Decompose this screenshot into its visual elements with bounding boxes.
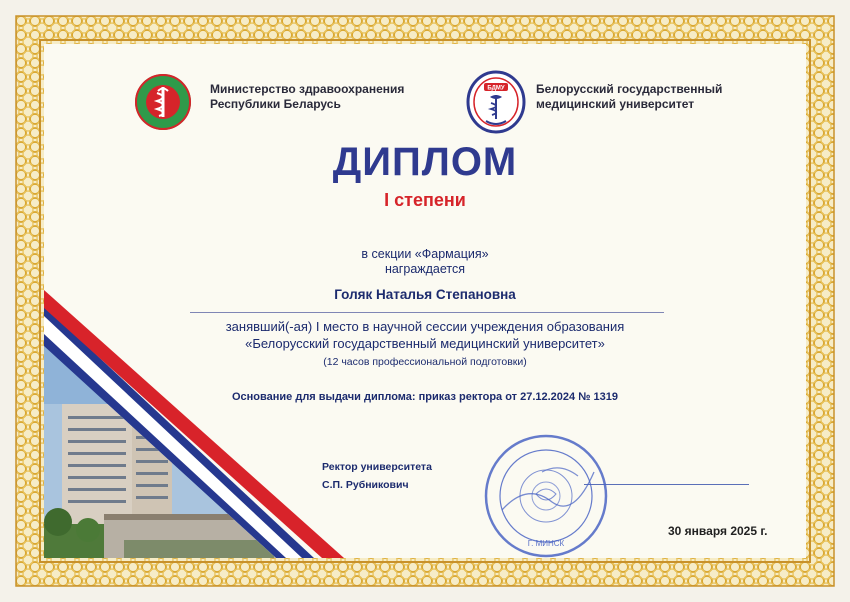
achievement-line1: занявший(-ая) I место в научной сессии учреждения образования	[225, 319, 625, 334]
ministry-line2: Республики Беларусь	[210, 97, 341, 111]
rector-name: С.П. Рубникович	[322, 479, 409, 491]
diploma-inner	[44, 44, 806, 558]
issue-date: 30 января 2025 г.	[668, 524, 768, 538]
name-underline	[190, 312, 664, 313]
section-text: в секции «Фармация»	[361, 247, 489, 261]
diploma-title: ДИПЛОМ	[332, 140, 518, 184]
university-line2: медицинский университет	[536, 97, 695, 111]
university-emblem	[464, 69, 528, 135]
ministry-line1: Министерство здравоохранения	[210, 82, 405, 96]
official-stamp	[482, 432, 610, 558]
ministry-emblem	[134, 73, 192, 131]
issue-basis: Основание для выдачи диплома: приказ ректора от 27.12.2024 № 1319	[231, 391, 618, 403]
training-hours: (12 часов профессиональной подготовки)	[323, 356, 527, 368]
recipient-name: Голяк Наталья Степановна	[334, 287, 516, 302]
achievement-line2: «Белорусский государственный медицинский университет»	[245, 336, 605, 351]
rector-title: Ректор университета	[322, 461, 432, 473]
university-name	[536, 82, 722, 112]
university-badge-text: БДМУ	[487, 85, 505, 92]
stamp-city: Г. МИНСК	[527, 539, 565, 548]
diploma-degree: I степени	[384, 190, 466, 210]
ministry-name	[210, 82, 404, 112]
awarded-text: награждается	[384, 262, 466, 276]
university-line1: Белорусский государственный	[536, 82, 723, 96]
